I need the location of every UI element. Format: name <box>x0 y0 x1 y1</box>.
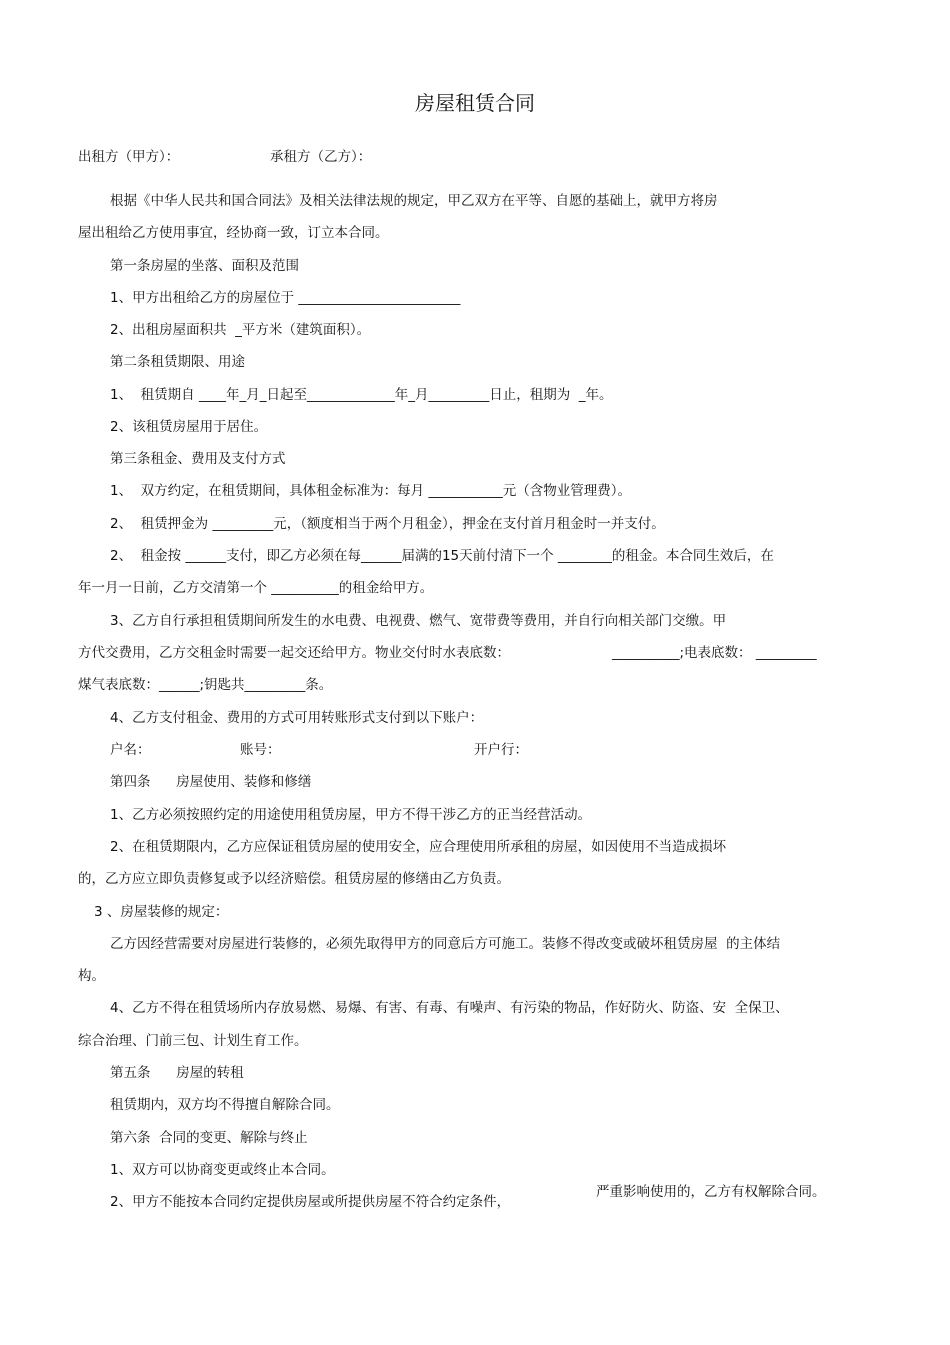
article-6-clause-2-left: 2、甲方不能按本合同约定提供房屋或所提供房屋不符合约定条件， <box>110 1194 511 1210</box>
article-3-heading: 第三条租金、费用及支付方式 <box>110 451 286 467</box>
preamble-line-2: 屋出租给乙方使用事宜，经协商一致，订立本合同。 <box>78 225 389 241</box>
article-2-clause-1: 1、 租赁期自 ____年_月_日起至_____________年_月_________日止，租期为 _年。 <box>110 387 613 403</box>
article-4-clause-4-line-1: 4、乙方不得在租赁场所内存放易燃、易爆、有害、有毒、有噪声、有污染的物品，作好防火、防盗、安 全保卫、 <box>110 1000 789 1016</box>
article-3-clause-3-line-1: 3、乙方自行承担租赁期间所发生的水电费、电视费、燃气、宽带费等费用，并自行向相关部门交缴。甲 <box>110 613 727 629</box>
article-3-clause-rent-1: 2、 租金按 ______支付，即乙方必须在每______届满的15天前付清下一个 ________的租金。本合同生效后，在 <box>110 548 774 564</box>
document-title: 房屋租赁合同 <box>415 91 535 115</box>
gas-meter-keys: 煤气表底数：______;钥匙共_________条。 <box>78 677 333 693</box>
article-6-clause-2-right: 严重影响使用的，乙方有权解除合同。 <box>596 1184 826 1200</box>
article-3-clause-rent-2: 年一月一日前，乙方交清第一个 __________的租金给甲方。 <box>78 580 434 596</box>
article-4-clause-3: 3 、房屋装修的规定： <box>94 904 229 920</box>
article-4-clause-2-line-2: 的，乙方应立即负责修复或予以经济赔偿。租赁房屋的修缮由乙方负责。 <box>78 871 510 887</box>
article-5-text: 租赁期内，双方均不得擅自解除合同。 <box>110 1097 340 1113</box>
article-3-clause-3-line-2: 方代交费用，乙方交租金时需要一起交还给甲方。物业交付时水表底数： <box>78 645 510 661</box>
article-6-heading: 第六条 合同的变更、解除与终止 <box>110 1130 308 1146</box>
account-bank-label: 开户行： <box>474 742 528 758</box>
article-2-heading: 第二条租赁期限、用途 <box>110 354 245 370</box>
article-1-clause-2: 2、出租房屋面积共 _平方米（建筑面积）。 <box>110 322 371 338</box>
article-2-clause-2: 2、该租赁房屋用于居住。 <box>110 419 268 435</box>
meter-readings: __________;电表底数： _________ <box>612 645 817 661</box>
article-4-heading: 第四条 房屋使用、装修和修缮 <box>110 774 312 790</box>
renovation-line-1: 乙方因经营需要对房屋进行装修的，必须先取得甲方的同意后方可施工。装修不得改变或破坏租赁房屋 的主体结 <box>110 936 781 952</box>
renovation-line-2: 构。 <box>78 968 105 984</box>
lessee-label: 承租方（乙方）： <box>270 149 372 165</box>
article-4-clause-1: 1、乙方必须按照约定的用途使用租赁房屋，甲方不得干涉乙方的正当经营活动。 <box>110 807 592 823</box>
article-4-clause-4-line-2: 综合治理、门前三包、计划生育工作。 <box>78 1033 308 1049</box>
article-3-clause-4: 4、乙方支付租金、费用的方式可用转账形式支付到以下账户： <box>110 710 484 726</box>
article-1-clause-1: 1、甲方出租给乙方的房屋位于 ________________________ <box>110 290 461 306</box>
account-number-label: 账号： <box>240 742 281 758</box>
preamble-line-1: 根据《中华人民共和国合同法》及相关法律法规的规定，甲乙双方在平等、自愿的基础上，就甲方将房 <box>110 193 718 209</box>
lessor-label: 出租方（甲方）： <box>78 149 180 165</box>
article-1-heading: 第一条房屋的坐落、面积及范围 <box>110 258 299 274</box>
article-3-clause-2: 2、 租赁押金为 _________元，（额度相当于两个月租金），押金在支付首月租金时一并支付。 <box>110 516 665 532</box>
article-6-clause-1: 1、双方可以协商变更或终止本合同。 <box>110 1162 335 1178</box>
account-name-label: 户名： <box>110 742 151 758</box>
article-3-clause-1: 1、 双方约定，在租赁期间，具体租金标准为：每月 ___________元（含物业管理费）。 <box>110 483 631 499</box>
article-5-heading: 第五条 房屋的转租 <box>110 1065 244 1081</box>
article-4-clause-2-line-1: 2、在租赁期限内，乙方应保证租赁房屋的使用安全，应合理使用所承租的房屋，如因使用不当造成损坏 <box>110 839 727 855</box>
